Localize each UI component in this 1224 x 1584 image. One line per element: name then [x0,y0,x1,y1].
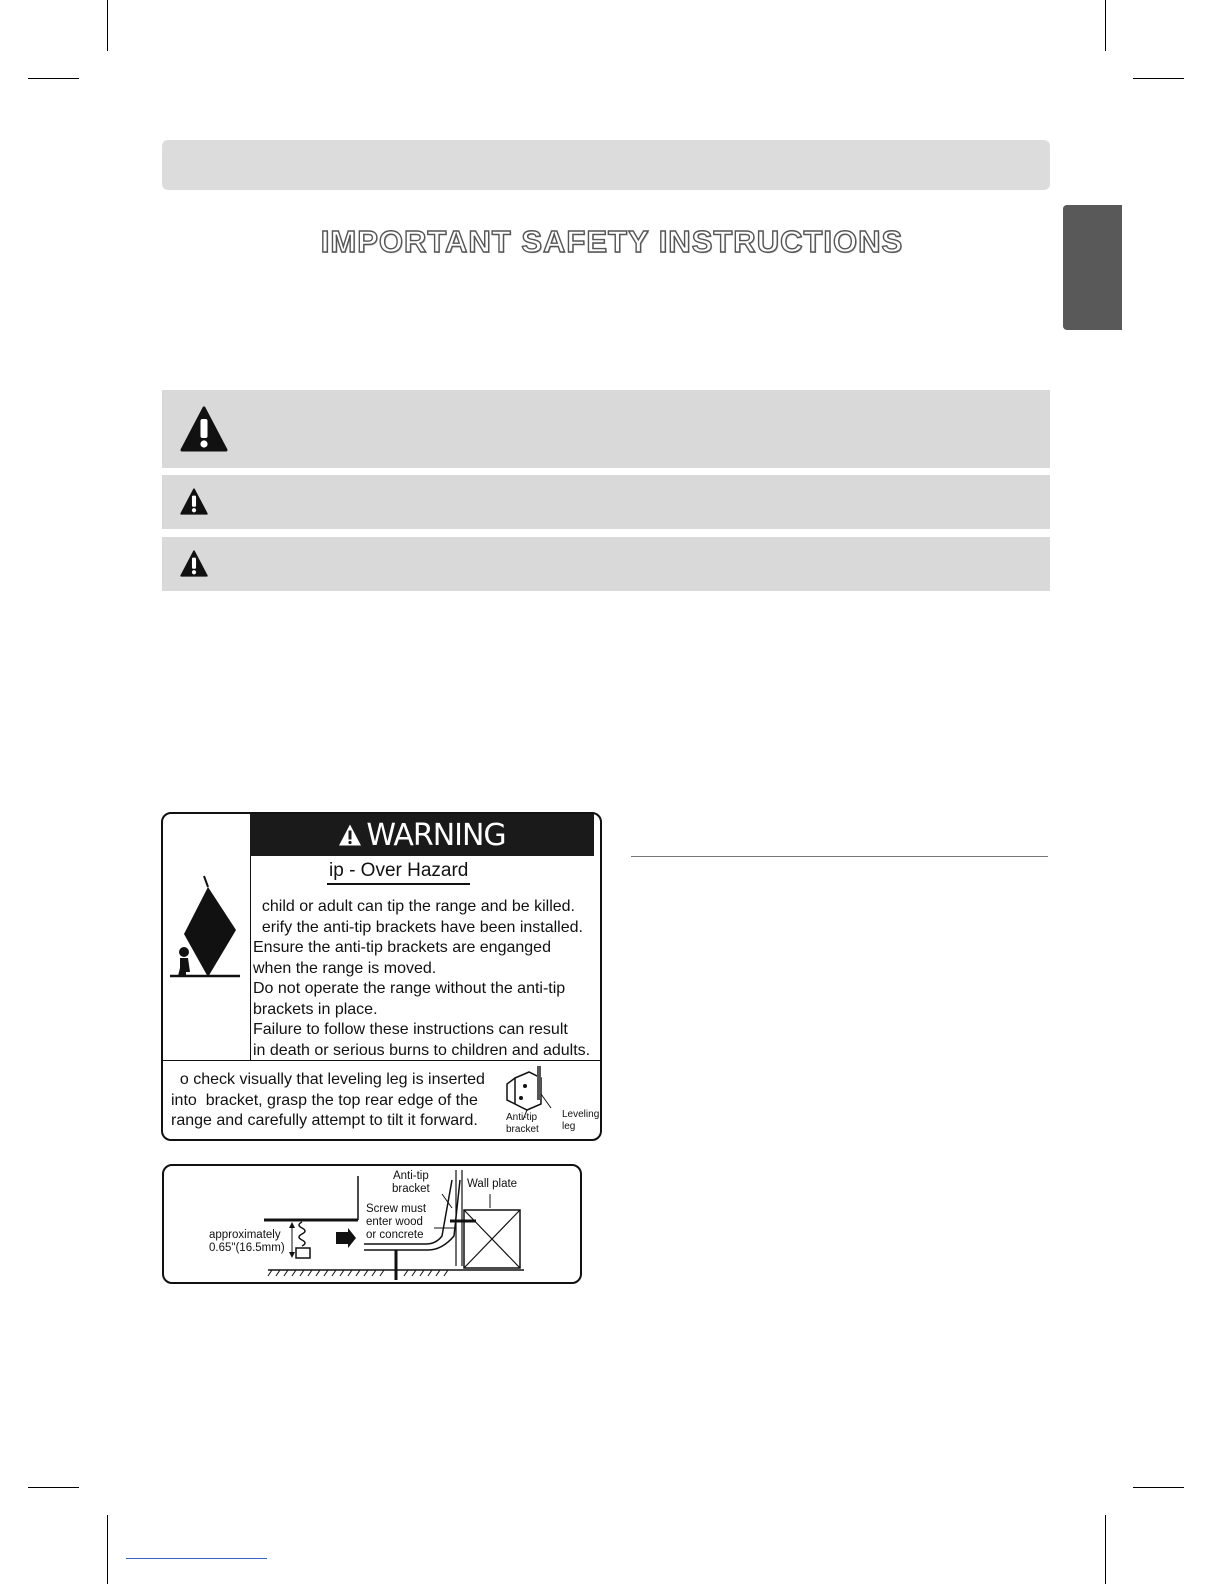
section-header-bar [162,140,1050,190]
crop-mark [1133,78,1184,79]
leveling-leg-label: Leveling leg [562,1109,600,1132]
section-rule [631,856,1048,857]
check-instructions [171,1070,485,1132]
anti-tip-bracket-label: Anti-tip bracket [506,1112,539,1135]
check-line: into bracket, grasp the top rear edge of the [171,1091,478,1109]
warning-line: when the range is moved. [253,959,437,977]
crop-mark [107,1515,108,1584]
warning-line: in death or serious burns to children and adults. [253,1041,591,1059]
warning-triangle-icon [180,550,208,577]
warning-line: Ensure the anti-tip brackets are enganged [253,939,551,956]
crop-mark [1105,0,1106,51]
footer-link-underline [126,1558,267,1559]
crop-mark [28,78,79,79]
warning-triangle-icon [338,823,362,847]
page-title: IMPORTANT SAFETY INSTRUCTIONS [320,224,904,259]
wall-plate-callout: Wall plate [467,1178,518,1190]
screw-note-callout: Screw must enter wood or concrete [366,1203,427,1241]
warning-line: Failure to follow these instructions can result [253,1021,568,1038]
warning-triangle-icon [180,406,228,452]
warning-divider [163,1060,600,1061]
check-line: range and carefully attempt to tilt it forward. [171,1112,478,1129]
tip-over-warning-label [161,812,602,1141]
crop-mark [107,0,108,51]
crop-mark [1105,1515,1106,1584]
warning-header [250,814,594,856]
person-tipping-range-icon [166,872,250,992]
leg-height-callout: approximately 0.65"(16.5mm) [209,1229,285,1254]
warning-header-text: WARNING [366,817,506,853]
caution-box [162,537,1050,591]
warning-line: brackets in place. [253,1000,378,1018]
crop-mark [28,1487,79,1488]
warning-line: erify the anti-tip brackets have been installed. [253,918,583,936]
danger-box [162,390,1050,468]
warning-line: Do not operate the range without the anti-tip [253,980,566,997]
check-line: o check visually that leveling leg is inserted [171,1071,485,1088]
crop-mark [1133,1487,1184,1488]
warning-triangle-icon [180,488,208,515]
anti-tip-bracket-callout: Anti-tip bracket [392,1170,430,1195]
warning-line: child or adult can tip the range and be killed. [253,898,575,915]
warning-text [253,897,603,1061]
anti-tip-install-diagram [162,1164,582,1284]
warning-subheading: ip - Over Hazard [327,860,470,885]
tip-over-figure [163,814,251,1060]
warning-box [162,475,1050,529]
